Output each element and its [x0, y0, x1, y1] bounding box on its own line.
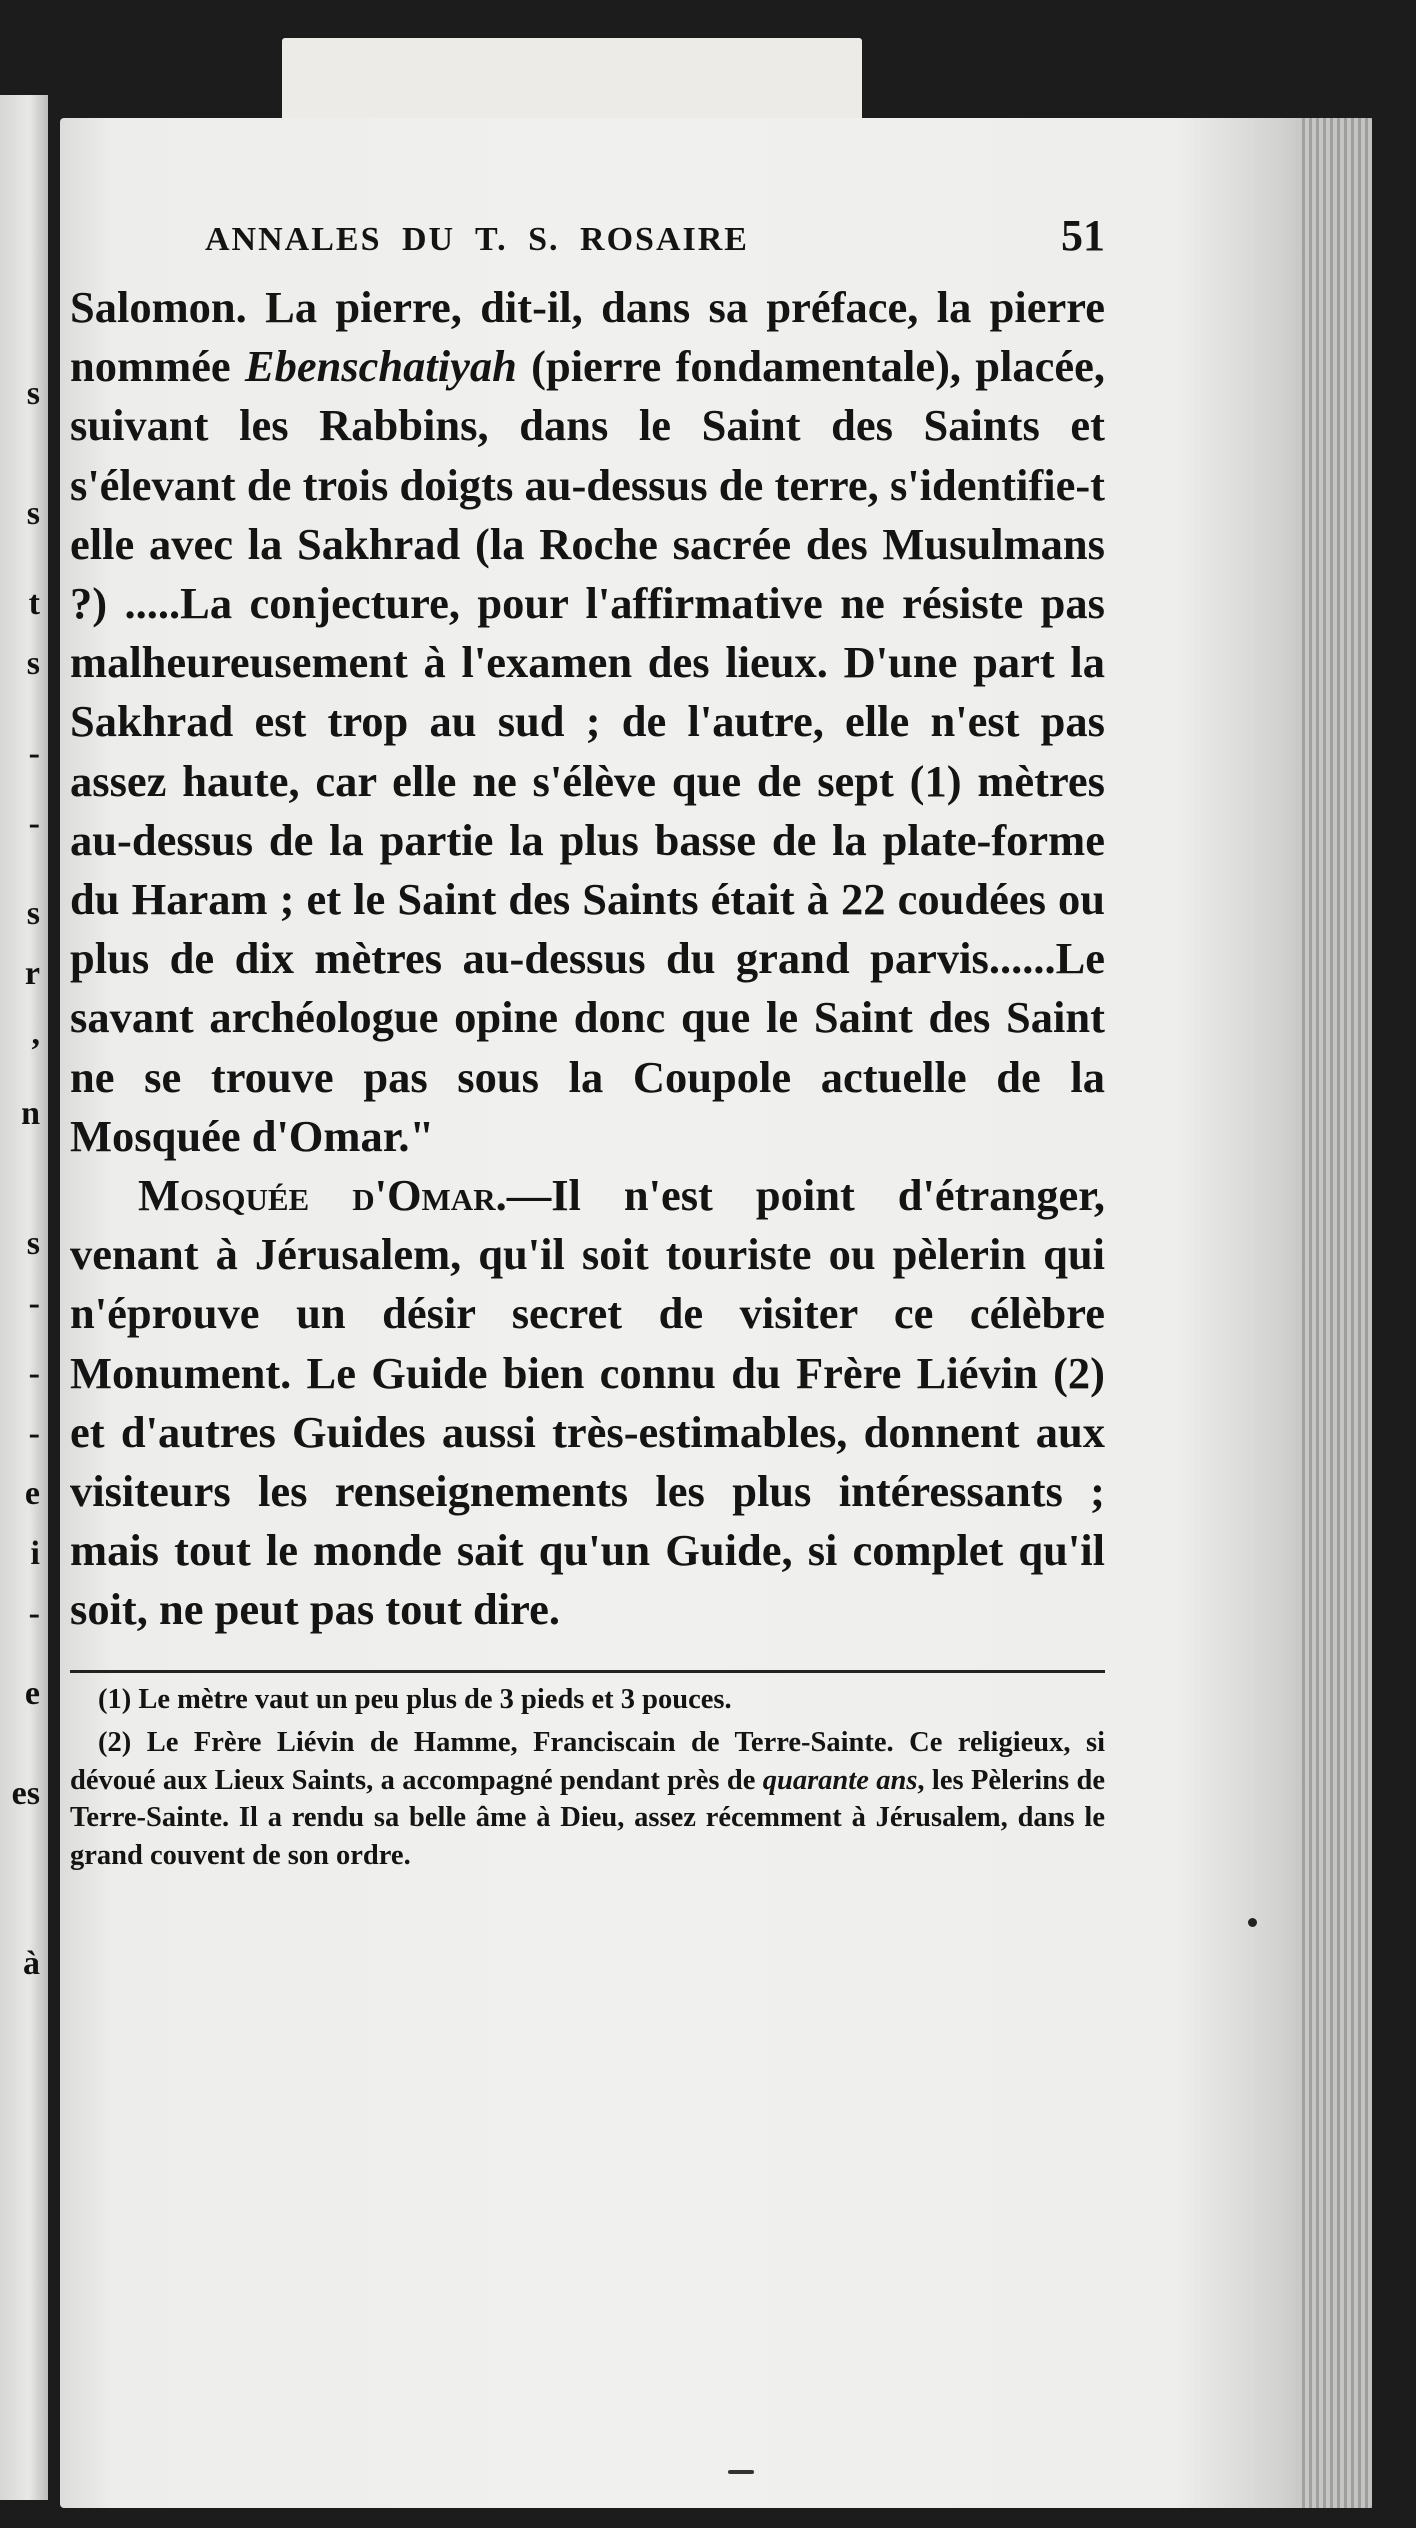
- paragraph-1-rest: (pierre fondamentale), placée, suivant les Rabbins, dans le Saint des Saints et s'élevant de trois doigts au-dessus de terre, s'identifie-t elle avec la Sakhrad (la Roche sacrée des Musulmans ?) .....La conjecture, pour l'affirmative ne résiste pas malheureusement à l'examen des lieux. D'une part la Sakhrad est trop au sud ; de l'autre, elle n'est pas assez haute, car elle ne s'élève que de sept (1) mètres au-dessus de la partie la plus basse de la plate-forme du Haram ; et le Saint des Saints était à 22 coudées ou plus de dix mètres au-dessus du grand parvis......Le savant archéologue opine donc que le Saint des Saint ne se trouve pas sous la Coupole actuelle de la Mosquée d'Omar.": [70, 341, 1105, 1161]
- footnote-2-start: (2) Le Frère Liévin de Hamme, Franciscain de Terre-Sainte. Ce religieux, si dévoué aux Lieux Saints, a accompagné pendant près de: [70, 1727, 1105, 1796]
- footnote-2: [70, 1724, 1105, 1874]
- section-heading: Mosquée d'Omar.: [138, 1170, 507, 1221]
- ink-speck: [1248, 1918, 1257, 1927]
- footnotes: [70, 1681, 1105, 1875]
- previous-page-fragment: -: [28, 735, 40, 772]
- footnote-2-rest: , les Pèlerins de Terre-Sainte. Il a rendu sa belle âme à Dieu, assez récemment à Jérusalem, dans le grand couvent de son ordre.: [70, 1764, 1105, 1871]
- previous-page-edge: [0, 95, 48, 2500]
- previous-page-fragment: t: [28, 585, 40, 622]
- previous-page-fragment: à: [23, 1945, 40, 1982]
- page-edge-shadow: [1302, 118, 1372, 2508]
- previous-page-fragment: es: [11, 1775, 40, 1812]
- paragraph-1: [70, 278, 1105, 1166]
- running-head: [205, 210, 1105, 276]
- running-title: ANNALES DU T. S. ROSAIRE: [205, 221, 749, 258]
- previous-page-fragment: s: [26, 895, 40, 932]
- paragraph-2: [70, 1166, 1105, 1640]
- ink-mark: [728, 2470, 754, 2474]
- page-content: [70, 210, 1105, 1880]
- previous-page-fragment: s: [26, 645, 40, 682]
- footnote-2-italic: quarante ans: [762, 1764, 918, 1796]
- previous-page-fragment: e: [24, 1675, 40, 1712]
- paragraph-1-start: Salomon. La pierre, dit-il, dans sa préface, la pierre nommée: [70, 282, 1105, 392]
- previous-page-fragment: s: [26, 1225, 40, 1262]
- body-text: [70, 278, 1105, 1640]
- previous-page-fragment: -: [28, 805, 40, 842]
- previous-page-fragment: -: [28, 1285, 40, 1322]
- previous-page-fragment: ,: [31, 1015, 40, 1052]
- paper-slip: [282, 38, 862, 128]
- previous-page-fragment: r: [24, 955, 40, 992]
- previous-page-fragment: s: [26, 495, 40, 532]
- page-number: 51: [1061, 211, 1105, 260]
- footnote-rule: [70, 1670, 1105, 1673]
- previous-page-fragment: -: [28, 1355, 40, 1392]
- paragraph-2-text: —Il n'est point d'étranger, venant à Jérusalem, qu'il soit touriste ou pèlerin qui n'éprouve un désir secret de visiter ce célèbre Monument. Le Guide bien connu du Frère Liévin (2) et d'autres Guides aussi très-estimables, donnent aux visiteurs les renseignements les plus intéressants ; mais tout le monde sait qu'un Guide, si complet qu'il soit, ne peut pas tout dire.: [70, 1170, 1105, 1635]
- previous-page-fragment: n: [21, 1095, 40, 1132]
- previous-page-fragment: -: [28, 1415, 40, 1452]
- previous-page-fragment: s: [26, 375, 40, 412]
- previous-page-fragment: -: [28, 1595, 40, 1632]
- paragraph-1-italic: Ebenschatiyah: [244, 341, 517, 392]
- footnote-1: (1) Le mètre vaut un peu plus de 3 pieds et 3 pouces.: [98, 1683, 732, 1715]
- previous-page-fragment: e: [24, 1475, 40, 1512]
- previous-page-fragment: i: [30, 1535, 40, 1572]
